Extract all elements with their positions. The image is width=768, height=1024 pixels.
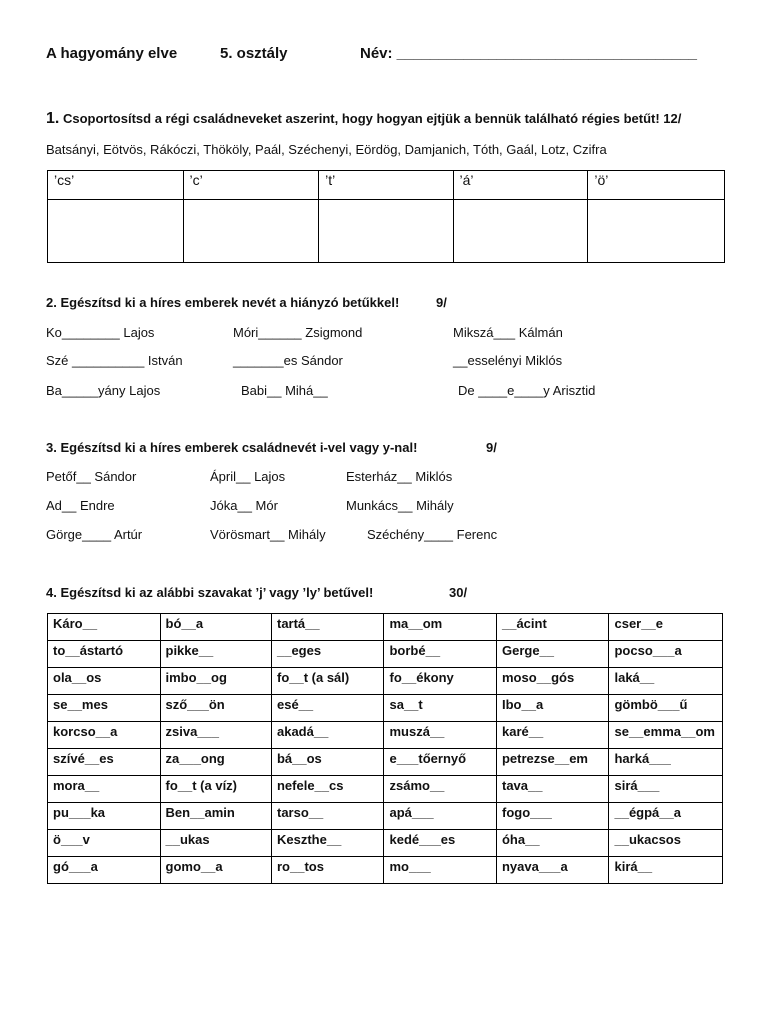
- word-cell[interactable]: gömbö___ű: [609, 695, 723, 722]
- word-cell[interactable]: Ben__amin: [160, 803, 271, 830]
- q2-score: 9/: [436, 295, 447, 310]
- q1-answer-cell[interactable]: [319, 200, 453, 263]
- q2-item: Móri______ Zsigmond: [233, 325, 363, 340]
- word-cell[interactable]: gó___a: [48, 857, 161, 884]
- word-cell[interactable]: ola__os: [48, 668, 161, 695]
- word-cell[interactable]: karé__: [496, 722, 609, 749]
- word-cell[interactable]: __ukas: [160, 830, 271, 857]
- word-cell[interactable]: to__ástartó: [48, 641, 161, 668]
- word-cell[interactable]: tarso__: [271, 803, 384, 830]
- word-cell[interactable]: __égpá__a: [609, 803, 723, 830]
- q1-answer-cell[interactable]: [453, 200, 588, 263]
- q1-header-t: ’t’: [319, 171, 453, 200]
- word-cell[interactable]: sirá___: [609, 776, 723, 803]
- q3-item: Görge____ Artúr: [46, 527, 143, 542]
- q3-item: Széchény____ Ferenc: [367, 527, 498, 542]
- word-cell[interactable]: Káro__: [48, 614, 161, 641]
- q2-item: __esselényi Miklós: [453, 353, 563, 368]
- word-cell[interactable]: gomo__a: [160, 857, 271, 884]
- q1-sort-table: [47, 170, 725, 263]
- word-cell[interactable]: fo__t (a sál): [271, 668, 384, 695]
- q4-title: 4. Egészítsd ki az alábbi szavakat ’j’ vagy ’ly’ betűvel!: [46, 585, 374, 600]
- q3-title: 3. Egészítsd ki a híres emberek családnevét i-vel vagy y-nal!: [46, 440, 418, 455]
- word-cell[interactable]: cser__e: [609, 614, 723, 641]
- word-cell[interactable]: __eges: [271, 641, 384, 668]
- q1-answer-cell[interactable]: [48, 200, 184, 263]
- q1-name-list: Batsányi, Eötvös, Rákóczi, Thököly, Paál, Széchenyi, Eördög, Damjanich, Tóth, Gaál, Lotz, Czifra: [46, 142, 607, 157]
- q2-item: Ba_____yány Lajos: [46, 383, 161, 398]
- q3-score: 9/: [486, 440, 497, 455]
- table-row: [48, 857, 723, 884]
- word-cell[interactable]: mo___: [384, 857, 497, 884]
- word-cell[interactable]: e___tőernyő: [384, 749, 497, 776]
- word-cell[interactable]: se__emma__om: [609, 722, 723, 749]
- table-row: [48, 830, 723, 857]
- word-cell[interactable]: za___ong: [160, 749, 271, 776]
- name-field: Név: ____________________________________: [360, 45, 698, 62]
- word-cell[interactable]: ro__tos: [271, 857, 384, 884]
- word-cell[interactable]: fo__ékony: [384, 668, 497, 695]
- q4-score: 30/: [449, 585, 468, 600]
- table-row: [48, 695, 723, 722]
- q3-item: Jóka__ Mór: [210, 498, 278, 513]
- q3-item: Petőf__ Sándor: [46, 469, 137, 484]
- word-cell[interactable]: Ibo__a: [496, 695, 609, 722]
- q1-number: 1.: [46, 110, 60, 127]
- word-cell[interactable]: tartá__: [271, 614, 384, 641]
- q1-text: Csoportosítsd a régi családneveket aszerint, hogy hogyan ejtjük a bennük található régies betűt! 12/: [62, 111, 682, 126]
- table-row: [48, 668, 723, 695]
- word-cell[interactable]: fo__t (a víz): [160, 776, 271, 803]
- word-cell[interactable]: Keszthe__: [271, 830, 384, 857]
- word-cell[interactable]: kirá__: [609, 857, 723, 884]
- q2-item: _______es Sándor: [233, 353, 343, 368]
- q3-item: Esterház__ Miklós: [346, 469, 453, 484]
- q1-header-o: ’ö’: [588, 171, 725, 200]
- word-cell[interactable]: apá___: [384, 803, 497, 830]
- word-cell[interactable]: nyava___a: [496, 857, 609, 884]
- word-cell[interactable]: fogo___: [496, 803, 609, 830]
- q1-title: [46, 110, 681, 128]
- table-row: [48, 614, 723, 641]
- word-cell[interactable]: bá__os: [271, 749, 384, 776]
- table-row: [48, 776, 723, 803]
- word-cell[interactable]: laká__: [609, 668, 723, 695]
- word-cell[interactable]: __ukacsos: [609, 830, 723, 857]
- q2-item: Mikszá___ Kálmán: [453, 325, 563, 340]
- word-cell[interactable]: kedé___es: [384, 830, 497, 857]
- q1-header-a: ’á’: [453, 171, 588, 200]
- word-cell[interactable]: zsiva___: [160, 722, 271, 749]
- word-cell[interactable]: esé__: [271, 695, 384, 722]
- q2-title: 2. Egészítsd ki a híres emberek nevét a hiányzó betűkkel!: [46, 295, 400, 310]
- word-cell[interactable]: pikke__: [160, 641, 271, 668]
- word-cell[interactable]: nefele__cs: [271, 776, 384, 803]
- word-cell[interactable]: borbé__: [384, 641, 497, 668]
- q1-header-cs: ’cs’: [48, 171, 184, 200]
- q3-item: Vörösmart__ Mihály: [210, 527, 326, 542]
- word-cell[interactable]: ö___v: [48, 830, 161, 857]
- word-cell[interactable]: se__mes: [48, 695, 161, 722]
- grade-label: 5. osztály: [220, 45, 288, 62]
- q1-header-c: ’c’: [183, 171, 319, 200]
- word-cell[interactable]: zsámo__: [384, 776, 497, 803]
- word-cell[interactable]: harká___: [609, 749, 723, 776]
- word-cell[interactable]: ma__om: [384, 614, 497, 641]
- word-cell[interactable]: sző___ön: [160, 695, 271, 722]
- word-cell[interactable]: szívé__es: [48, 749, 161, 776]
- q2-item: Szé __________ István: [46, 353, 183, 368]
- worksheet-title: A hagyomány elve: [46, 45, 178, 62]
- word-cell[interactable]: __ácint: [496, 614, 609, 641]
- word-cell[interactable]: pocso___a: [609, 641, 723, 668]
- q3-item: Ad__ Endre: [46, 498, 115, 513]
- q2-item: Babi__ Mihá__: [241, 383, 328, 398]
- table-row: [48, 749, 723, 776]
- word-cell[interactable]: tava__: [496, 776, 609, 803]
- q2-item: Ko________ Lajos: [46, 325, 155, 340]
- word-cell[interactable]: Gerge__: [496, 641, 609, 668]
- word-cell[interactable]: moso__gós: [496, 668, 609, 695]
- table-row: [48, 641, 723, 668]
- word-cell[interactable]: mora__: [48, 776, 161, 803]
- q1-answer-cell[interactable]: [183, 200, 319, 263]
- word-cell[interactable]: sa__t: [384, 695, 497, 722]
- q2-item: De ____e____y Arisztid: [458, 383, 596, 398]
- table-row: [48, 803, 723, 830]
- word-cell[interactable]: korcso__a: [48, 722, 161, 749]
- word-cell[interactable]: petrezse__em: [496, 749, 609, 776]
- word-cell[interactable]: imbo__og: [160, 668, 271, 695]
- word-cell[interactable]: bó__a: [160, 614, 271, 641]
- q3-item: Munkács__ Mihály: [346, 498, 454, 513]
- table-row: [48, 722, 723, 749]
- word-cell[interactable]: muszá__: [384, 722, 497, 749]
- word-cell[interactable]: akadá__: [271, 722, 384, 749]
- q4-word-table: [47, 613, 723, 884]
- word-cell[interactable]: óha__: [496, 830, 609, 857]
- q1-answer-cell[interactable]: [588, 200, 725, 263]
- q3-item: Ápril__ Lajos: [210, 469, 286, 484]
- word-cell[interactable]: pu___ka: [48, 803, 161, 830]
